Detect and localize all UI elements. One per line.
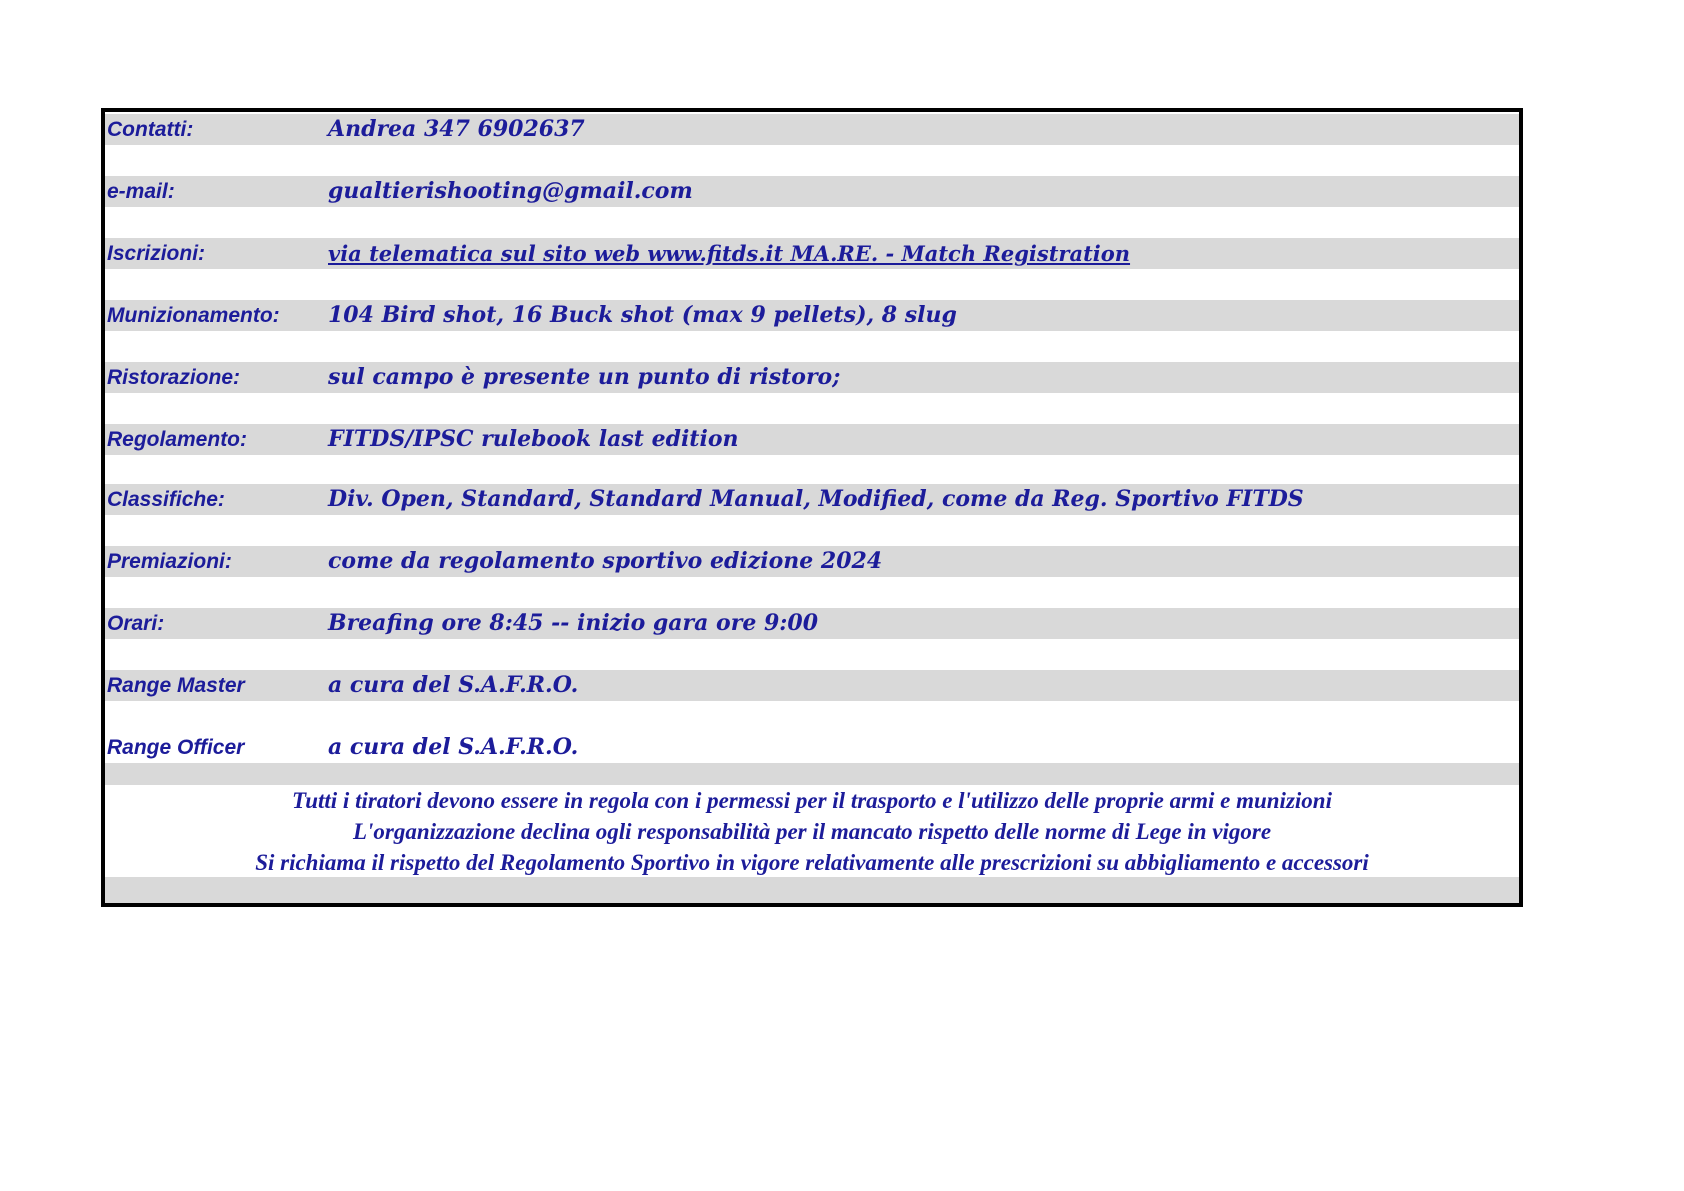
row-contatti <box>105 114 1519 145</box>
note-line: Si richiama il rispetto del Regolamento Sportivo in vigore relativamente alle prescrizioni su abbigliamento e accessori <box>255 850 1369 875</box>
email-value[interactable]: gualtierishooting@gmail.com <box>328 178 693 204</box>
row-range-officer <box>105 732 1519 763</box>
ristorazione-label: Ristorazione: <box>107 366 241 389</box>
info-table <box>101 108 1523 907</box>
range-master-label: Range Master <box>107 674 245 697</box>
iscrizioni-label: Iscrizioni: <box>107 242 206 265</box>
regolamento-label: Regolamento: <box>107 428 248 451</box>
premiazioni-value: come da regolamento sportivo edizione 2024 <box>328 548 883 574</box>
email-label: e-mail: <box>107 180 175 203</box>
row-regolamento <box>105 424 1519 455</box>
range-officer-value: a cura del S.A.F.R.O. <box>328 734 579 760</box>
ristorazione-value: sul campo è presente un punto di ristoro; <box>328 364 841 390</box>
notes-block <box>105 785 1519 877</box>
blank-shaded-footer-row <box>105 877 1519 907</box>
row-range-master <box>105 670 1519 701</box>
range-master-value: a cura del S.A.F.R.O. <box>328 672 579 698</box>
iscrizioni-link[interactable]: via telematica sul sito web www.fitds.it MA.RE. - Match Registration <box>328 241 1131 266</box>
regolamento-value: FITDS/IPSC rulebook last edition <box>328 426 739 452</box>
note-line: L'organizzazione declina ogli responsabilità per il mancato rispetto delle norme di Lege in vigore <box>352 819 1272 844</box>
orari-value: Breafing ore 8:45 -- inizio gara ore 9:00 <box>328 610 819 636</box>
munizionamento-value: 104 Bird shot, 16 Buck shot (max 9 pellets), 8 slug <box>328 302 957 328</box>
classifiche-value: Div. Open, Standard, Standard Manual, Modified, come da Reg. Sportivo FITDS <box>328 486 1304 512</box>
orari-label: Orari: <box>107 612 165 635</box>
row-ristorazione <box>105 362 1519 393</box>
row-iscrizioni <box>105 238 1519 269</box>
contatti-value: Andrea 347 6902637 <box>328 116 585 142</box>
contatti-label: Contatti: <box>107 118 194 141</box>
range-officer-label: Range Officer <box>107 736 245 759</box>
row-munizionamento <box>105 300 1519 331</box>
classifiche-label: Classifiche: <box>107 488 225 511</box>
row-premiazioni <box>105 546 1519 577</box>
row-classifiche <box>105 484 1519 515</box>
row-email <box>105 176 1519 207</box>
munizionamento-label: Munizionamento: <box>107 304 280 327</box>
note-line: Tutti i tiratori devono essere in regola con i permessi per il trasporto e l'utilizzo delle proprie armi e munizioni <box>292 788 1332 813</box>
row-orari <box>105 608 1519 639</box>
premiazioni-label: Premiazioni: <box>107 550 232 573</box>
